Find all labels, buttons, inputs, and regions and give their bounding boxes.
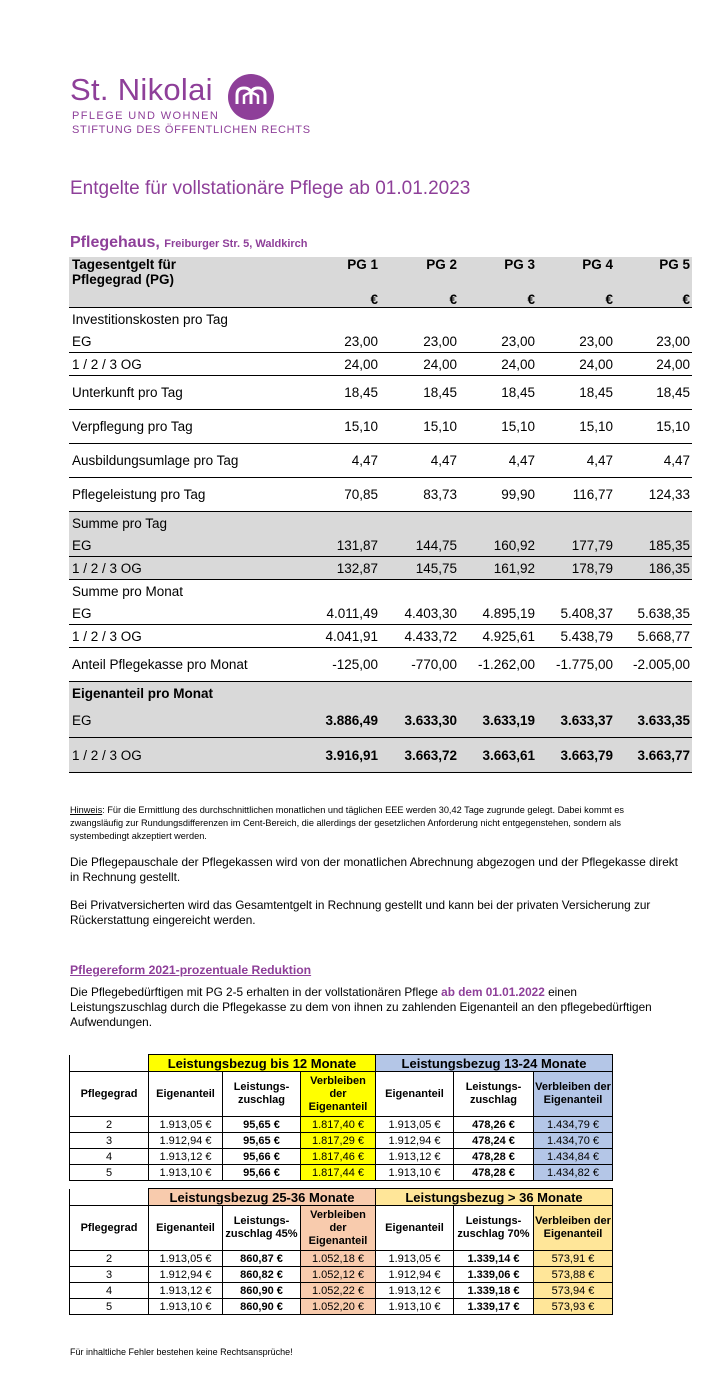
table-row: 5 1.913,10 € 860,90 € 1.052,20 € 1.913,10 € 1.339,17 € 573,93 €	[70, 1299, 613, 1315]
col-verbleiben: Verbleiben der Eigenanteil	[301, 1206, 376, 1251]
house-heading	[70, 234, 308, 252]
header-label: Tagesentgelt für Pflegegrad (PG)	[69, 257, 304, 287]
table-row: EG 3.886,49 3.633,30 3.633,19 3.633,37 3.633,35	[69, 704, 692, 738]
currency-symbol: €	[537, 287, 615, 308]
header-pg4: PG 4	[537, 257, 615, 287]
row-label: 1 / 2 / 3 OG	[69, 557, 304, 580]
table-row: Ausbildungsumlage pro Tag 4,47 4,47 4,47 4,47 4,47	[69, 444, 692, 478]
hint-text: : Für die Ermittlung des durchschnittlichen monatlichen und täglichen EEE werden 30,42 Tage zugrunde gelegt. Dabei kommt es zwangsläufig zur Rundungsdifferenzen im Cent-Bereich, die allerdings der gesetzlichen Anforderung nicht entgegenstehen, sondern als systembedingt akzeptiert werden.	[70, 805, 624, 841]
currency-symbol: €	[615, 287, 692, 308]
table-row	[69, 308, 692, 331]
group-header: Leistungsbezug 13-24 Monate	[376, 1055, 613, 1072]
header-pg5: PG 5	[615, 257, 692, 287]
row-label: Eigenanteil pro Monat	[69, 682, 692, 705]
table-row: 1 / 2 / 3 OG 3.916,91 3.663,72 3.663,61 3.663,79 3.663,77	[69, 738, 692, 773]
row-label: Anteil Pflegekasse pro Monat	[69, 648, 304, 682]
row-label: Unterkunft pro Tag	[69, 376, 304, 410]
row-label: Summe pro Tag	[69, 512, 692, 535]
header-pg1: PG 1	[304, 257, 380, 287]
row-label: Ausbildungsumlage pro Tag	[69, 444, 304, 478]
col-pflegegrad: Pflegegrad	[70, 1206, 149, 1251]
reduction-table-2	[69, 1188, 613, 1315]
table-row	[69, 682, 692, 705]
col-zuschlag: Leistungs- zuschlag	[454, 1072, 534, 1117]
table-header-row	[69, 257, 692, 287]
row-label: EG	[69, 534, 304, 557]
header-pg3: PG 3	[459, 257, 537, 287]
currency-symbol: €	[380, 287, 459, 308]
table-currency-row	[69, 287, 692, 308]
table-row: Unterkunft pro Tag 18,45 18,45 18,45 18,45 18,45	[69, 376, 692, 410]
row-label: Pflegeleistung pro Tag	[69, 478, 304, 512]
col-pflegegrad: Pflegegrad	[70, 1072, 149, 1117]
price-table	[69, 257, 692, 773]
col-verbleiben: Verbleiben der Eigenanteil	[534, 1072, 613, 1117]
col-eigenanteil: Eigenanteil	[149, 1072, 223, 1117]
logo-name: St. Nikolai	[70, 72, 213, 107]
hint-note	[70, 804, 650, 843]
paragraph-privat: Bei Privatversicherten wird das Gesamtentgelt in Rechnung gestellt und kann bei der privaten Versicherung zur Rückerstattung eingereicht werden.	[70, 898, 651, 927]
table-row: 5 1.913,10 € 95,66 € 1.817,44 € 1.913,10 € 478,28 € 1.434,82 €	[70, 1165, 613, 1181]
group-header: Leistungsbezug 25-36 Monate	[149, 1189, 376, 1206]
table-row: 3 1.912,94 € 860,82 € 1.052,12 € 1.912,94 € 1.339,06 € 573,88 €	[70, 1267, 613, 1283]
table-row: 2 1.913,05 € 95,65 € 1.817,40 € 1.913,05 € 478,26 € 1.434,79 €	[70, 1117, 613, 1133]
row-label: Investitionskosten pro Tag	[72, 311, 228, 327]
row-label: 1 / 2 / 3 OG	[69, 353, 304, 376]
reform-text: Die Pflegebedürftigen mit PG 2-5 erhalten in der vollstationären Pflege ab dem 01.01.2022 einen Leistungszuschlag durch die Pflegekasse zu dem von ihnen zu zahlenden Eigenanteil an den pflegebedürftigen Aufwendungen.	[70, 985, 652, 1029]
group-header: Leistungsbezug bis 12 Monate	[149, 1055, 376, 1072]
row-label: EG	[69, 602, 304, 625]
table-row: Pflegeleistung pro Tag 70,85 83,73 99,90 116,77 124,33	[69, 478, 692, 512]
table-row: 1 / 2 / 3 OG 132,87 145,75 161,92 178,79 186,35	[69, 557, 692, 580]
hint-prefix: Hinweis	[70, 805, 103, 815]
page-title: Entgelte für vollstationäre Pflege ab 01.01.2023	[70, 178, 471, 199]
paragraph-pauschale: Die Pflegepauschale der Pflegekassen wird von der monatlichen Abrechnung abgezogen und der Pflegekasse direkt in Rechnung gestellt.	[70, 855, 678, 884]
table-row: EG 23,00 23,00 23,00 23,00 23,00	[69, 330, 692, 353]
table-row: 1 / 2 / 3 OG 4.041,91 4.433,72 4.925,61 5.438,79 5.668,77	[69, 625, 692, 648]
row-label: 1 / 2 / 3 OG	[69, 738, 304, 773]
table-row: 3 1.912,94 € 95,65 € 1.817,29 € 1.912,94 € 478,24 € 1.434,70 €	[70, 1133, 613, 1149]
col-eigenanteil: Eigenanteil	[149, 1206, 223, 1251]
currency-symbol: €	[459, 287, 537, 308]
col-zuschlag: Leistungs- zuschlag	[223, 1072, 301, 1117]
col-eigenanteil: Eigenanteil	[376, 1072, 454, 1117]
footer-disclaimer: Für inhaltliche Fehler bestehen keine Rechtsansprüche!	[70, 1347, 293, 1357]
row-label: 1 / 2 / 3 OG	[69, 625, 304, 648]
table-row: EG 4.011,49 4.403,30 4.895,19 5.408,37 5.638,35	[69, 602, 692, 625]
table-row: 1 / 2 / 3 OG 24,00 24,00 24,00 24,00 24,00	[69, 353, 692, 376]
logo-emblem-icon	[228, 74, 274, 120]
row-label: EG	[69, 704, 304, 738]
logo-subtitle-1: PFLEGE UND WOHNEN	[72, 110, 220, 122]
table-row	[69, 580, 692, 603]
row-label: EG	[69, 330, 304, 353]
col-verbleiben: Verbleiben der Eigenanteil	[534, 1206, 613, 1251]
col-zuschlag: Leistungs- zuschlag 70%	[454, 1206, 534, 1251]
house-address: Freiburger Str. 5, Waldkirch	[164, 238, 308, 250]
table-row: EG 131,87 144,75 160,92 177,79 185,35	[69, 534, 692, 557]
group-header: Leistungsbezug > 36 Monate	[376, 1189, 613, 1206]
table-row: 4 1.913,12 € 95,66 € 1.817,46 € 1.913,12 € 478,28 € 1.434,84 €	[70, 1149, 613, 1165]
table-row: 4 1.913,12 € 860,90 € 1.052,22 € 1.913,12 € 1.339,18 € 573,94 €	[70, 1283, 613, 1299]
row-label: Verpflegung pro Tag	[69, 410, 304, 444]
reform-heading: Pflegereform 2021-prozentuale Reduktion	[70, 963, 312, 977]
table-row	[69, 512, 692, 535]
row-label: Summe pro Monat	[72, 583, 184, 599]
reform-date: ab dem 01.01.2022	[441, 985, 545, 999]
header-pg2: PG 2	[380, 257, 459, 287]
table-row: Verpflegung pro Tag 15,10 15,10 15,10 15,10 15,10	[69, 410, 692, 444]
logo-subtitle-2: STIFTUNG DES ÖFFENTLICHEN RECHTS	[72, 124, 311, 136]
col-eigenanteil: Eigenanteil	[376, 1206, 454, 1251]
table-row: Anteil Pflegekasse pro Monat -125,00 -770,00 -1.262,00 -1.775,00 -2.005,00	[69, 648, 692, 682]
col-zuschlag: Leistungs- zuschlag 45%	[223, 1206, 301, 1251]
house-label: Pflegehaus,	[70, 234, 160, 251]
col-verbleiben: Verbleiben der Eigenanteil	[301, 1072, 376, 1117]
table-row: 2 1.913,05 € 860,87 € 1.052,18 € 1.913,05 € 1.339,14 € 573,91 €	[70, 1251, 613, 1267]
reduction-table-1	[69, 1054, 613, 1181]
currency-symbol: €	[304, 287, 380, 308]
